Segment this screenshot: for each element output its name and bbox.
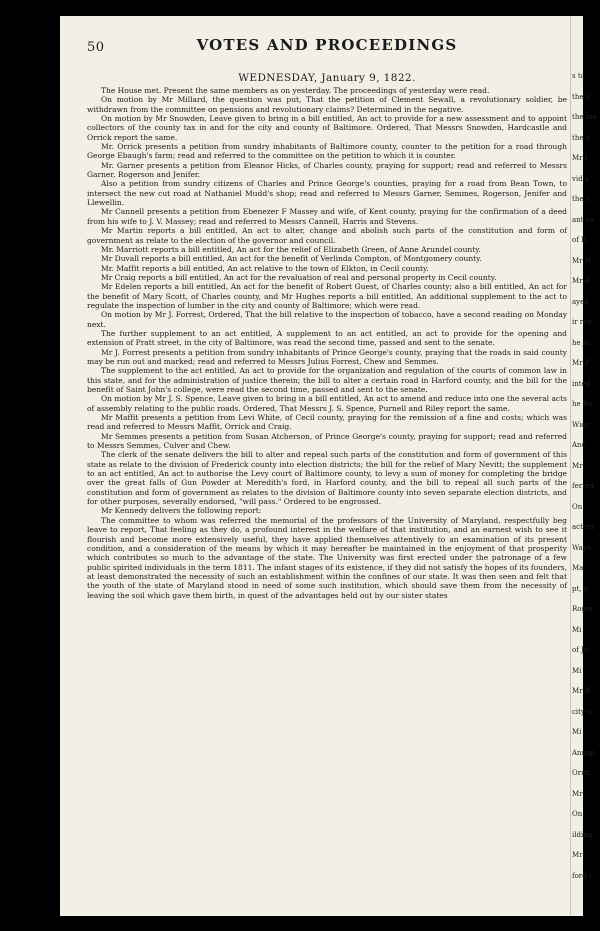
adjacent-page-fragment: the v — [572, 133, 590, 142]
adjacent-page-fragment: On — [572, 502, 583, 511]
proceedings-paragraph: Mr. Marriott reports a bill entitled, An act for the relief of Elizabeth Green, of Anne Arundel county. — [101, 244, 481, 254]
proceedings-paragraph: Mr Edelen reports a bill entitled, An act for the benefit of Robert Guest, of Charles county; also a bill entitled, An act for the benefit of Mary Scott, of Charles county, and Mr Hughes reports a bill entitled, An additional supplement to the act to regulate the inspection of lumber in the city and county of Baltimore; which were read. — [87, 282, 567, 310]
proceedings-paragraph: Mr Maffit presents a petition from Levi White, of Cecil county, praying for the remission of a fine and costs; which was read and referred to Messrs Maffit, Orrick and Craig. — [87, 413, 567, 432]
adjacent-page-fragment: of B — [572, 236, 587, 244]
running-title: VOTES AND PROCEEDINGS — [196, 36, 458, 54]
adjacent-page-fragment: the ma — [572, 113, 597, 121]
adjacent-page-fragment: of Ju — [572, 646, 589, 654]
adjacent-page-fragment: ayed — [572, 297, 589, 306]
proceedings-paragraph: Mr Craig reports a bill entitled, An act for the revaluation of real and personal property in Cecil county. — [101, 272, 497, 282]
adjacent-page-fragment: s to — [572, 72, 585, 80]
proceedings-paragraph: Mr. Garner presents a petition from Eleanor Hicks, of Charles county, praying for support; read and referred to Messrs Garner, Rogerson and Jenifer. — [87, 160, 567, 180]
proceedings-paragraph: The clerk of the senate delivers the bill to alter and repeal such parts of the constitution and form of government of this state as relate to the division of Frederick county into election districts; the bill for the relief of Mary Nevitt; the supplement to an act entitled, An act to authorise the Levy court of Baltimore county, to levy a sum of money for completing the bridge over the great falls of Gun Powder at Meredith's ford, in Harford county, and the bill to repeal all such parts of the constitution and form of government as relates to the division of Baltimore county into seven separate election districts, and for other purposes, severally endorsed, "will pass." Ordered to be engrossed. — [87, 450, 567, 507]
adjacent-page-fragment: Mr B — [572, 687, 590, 695]
proceedings-paragraph: The House met. Present the same members as on yesterday. The proceedings of yesterday were read. — [101, 86, 490, 95]
adjacent-page-fragment: vid a — [572, 174, 590, 183]
adjacent-page-fragment: Roger — [572, 605, 594, 613]
book-page — [60, 16, 597, 916]
adjacent-page-fragment: Anc — [572, 441, 586, 449]
adjacent-page-fragment: city o — [572, 707, 592, 716]
proceedings-paragraph: On motion by Mr Millard, the question was put, That the petition of Clement Sewall, a revolutionary soldier, be withdrawn from the committee on pensions and revolutionary claims? Determined in the negative. — [87, 95, 567, 114]
page-main-column — [87, 36, 567, 600]
page-number: 50 — [87, 40, 105, 55]
proceedings-paragraph: Mr Martin reports a bill entitled, An act to alter, change and abolish such parts of the constitution and form of government as relate to the election of the governor and council. — [87, 226, 567, 245]
adjacent-page-fragment: Mr B — [572, 277, 590, 285]
proceedings-paragraph: On motion by Mr J. Forrest, Ordered, That the bill relative to the inspection of tobacco, have a second reading on Monday next. — [87, 310, 567, 329]
adjacent-page-fragment: Mi — [572, 666, 582, 675]
session-date-heading: WEDNESDAY, January 9, 1822. — [238, 72, 416, 84]
adjacent-page-fragment: Wayn — [572, 543, 592, 552]
proceedings-paragraph: Mr Kennedy delivers the following report: — [101, 506, 262, 516]
proceedings-paragraph: Mr Duvall reports a bill entitled, An act for the benefit of Verlinda Compton, of Montgomery county. — [101, 254, 482, 264]
adjacent-page-fragment: the U — [572, 92, 592, 101]
adjacent-page-fragment: inted — [572, 379, 591, 388]
proceedings-paragraph: Also a petition from sundry citizens of Charles and Prince George's counties, praying for a road from Bean Town, to intersect the new cut road at Nathaniel Mudd's shop; read and referred to Messrs Garner, Semmes, Rogerson, Jenifer and Llewellin. — [87, 179, 567, 208]
proceedings-paragraph: On motion by Mr J. S. Spence, Leave given to bring in a bill entitled, An act to amend and reduce into one the several acts of assembly relating to the public roads. Ordered, That Messrs J. S. Spence, Purnell and Riley report the same. — [87, 394, 567, 413]
proceedings-text — [87, 86, 567, 600]
adjacent-page-fragment: Mi — [572, 728, 582, 736]
adjacent-page-fragment: act en — [572, 523, 594, 531]
proceedings-paragraph: Mr Semmes presents a petition from Susan Atcherson, of Prince George's county, praying for support; read and referred to Messrs Semmes, Culver and Chew. — [87, 431, 567, 451]
proceedings-paragraph: Mr Cannell presents a petition from Ebenezer F Massey and wife, of Kent county, praying for the confirmation of a deed from his wife to J. V. Massey; read and referred to Messrs Cannell, Harris and Stevens. — [87, 207, 567, 226]
adjacent-page-fragment: he ju — [572, 338, 590, 347]
proceedings-paragraph: The supplement to the act entitled, An act to provide for the organization and regulation of the courts of common law in this state, and for the administration of justice therein; the bill to alter a certain road in Harford county, and the bill for the benefit of Saint John's college, were read the second time, passed and sent to the senate. — [87, 366, 567, 394]
adjacent-page-fragment: pt, p — [572, 584, 589, 593]
adjacent-page-edge — [570, 16, 597, 916]
page-header — [87, 36, 567, 58]
adjacent-page-fragment: ilding — [572, 830, 593, 839]
adjacent-page-fragment: Mr — [572, 851, 583, 859]
adjacent-page-fragment: ford c — [572, 871, 593, 880]
adjacent-page-fragment: Mr — [572, 789, 583, 798]
adjacent-page-fragment: Mr — [572, 461, 583, 470]
adjacent-page-fragment: On — [572, 810, 583, 818]
adjacent-page-fragment: ant co — [572, 215, 594, 224]
adjacent-page-fragment: the c — [572, 195, 590, 203]
proceedings-paragraph: The further supplement to an act entitled, A supplement to an act entitled, an act to provide for the opening and extension of Pratt street, in the city of Baltimore, was read the second time, passed and sent to the senate. — [87, 328, 567, 348]
adjacent-page-fragment: ir ren — [572, 318, 592, 326]
adjacent-page-fragment: Mr P — [572, 359, 590, 367]
proceedings-paragraph: On motion by Mr Snowden, Leave given to bring in a bill entitled, An act to provide for a new assessment and to appoint collectors of the county tax in and for the city and county of Baltimore. Ordered, That Messrs Snowden, Hardcastle and Orrick report the same. — [87, 114, 567, 142]
proceedings-paragraph: Mr. Maffit reports a bill entitled, An act relative to the town of Elkton, in Cecil county. — [101, 263, 429, 273]
adjacent-page-fragment: ferred — [572, 482, 595, 490]
proceedings-paragraph: Mr. Orrick presents a petition from sundry inhabitants of Baltimore county, counter to the petition for a road through George Ebaugh's farm; read and referred to the committee on the petition to which it is counter. — [87, 142, 567, 161]
proceedings-paragraph: The committee to whom was referred the memorial of the professors of the University of Maryland, respectfully beg leave to report, That feeling as they do, a profound interest in the welfare of that institution, and an earnest wish to see it flourish and become more extensively useful, they have applied themselves attentively to an examination of its present condition, and a consideration of the means by which it may hereafter be maintained in the enjoyment of that prosperity which contributes so much to the advantage of the state. The University was first erected under the patronage of a few public spirited individuals in the term 1811. The infant stages of its existence, if they did not satisfy the hopes of its founders, at least demonstrated the necessity of such an establishment within the confines of our state. It was then seen and felt that the youth of the state of Maryland stood in need of some such institution, which should save them from the necessity of leaving the soil which gave them birth, in quest of the advantages held out by our sister states — [87, 515, 567, 600]
adjacent-page-fragment: Wicc — [572, 420, 590, 429]
adjacent-page-fragment: Mr I — [572, 154, 588, 162]
adjacent-page-fragment: he Ba — [572, 400, 593, 408]
adjacent-page-fragment: Mi — [572, 625, 582, 634]
adjacent-page-fragment: Ma — [572, 564, 584, 572]
adjacent-page-fragment: Orric — [572, 769, 591, 777]
proceedings-paragraph: Mr J. Forrest presents a petition from sundry inhabitants of Prince George's county, praying that the roads in said county may be run out and marked; read and referred to Messrs Julius Forrest, Chew and Semmes. — [87, 347, 567, 366]
adjacent-page-fragment: Annap — [572, 748, 595, 757]
adjacent-page-fragment: Mr H — [572, 256, 591, 265]
